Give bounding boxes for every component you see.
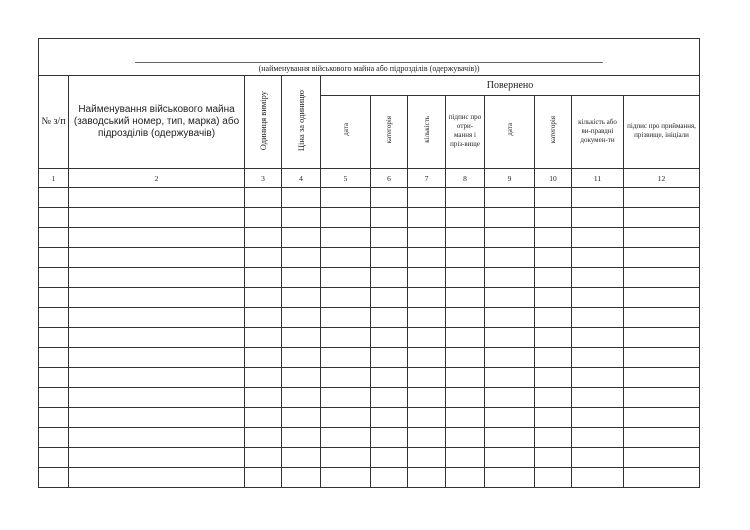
col-header-category-2: категорія	[535, 96, 572, 169]
blank-cell[interactable]	[624, 188, 700, 208]
blank-cell[interactable]	[535, 188, 572, 208]
blank-cell[interactable]	[408, 188, 446, 208]
blank-cell[interactable]	[485, 288, 535, 308]
blank-cell[interactable]	[39, 288, 69, 308]
blank-cell[interactable]	[282, 268, 321, 288]
blank-cell[interactable]	[69, 308, 245, 328]
table-row	[39, 468, 700, 488]
blank-cell[interactable]	[39, 188, 69, 208]
blank-cell[interactable]	[624, 388, 700, 408]
blank-cell[interactable]	[69, 428, 245, 448]
blank-cell[interactable]	[282, 408, 321, 428]
col-header-quantity: кількість	[408, 96, 446, 169]
blank-cell[interactable]	[624, 348, 700, 368]
blank-cell[interactable]	[446, 188, 485, 208]
blank-cell[interactable]	[69, 448, 245, 468]
blank-cell[interactable]	[535, 368, 572, 388]
form-header	[39, 39, 700, 76]
col-header-name: Найменування військового майна (заводський номер, тип, марка) або підрозділів (одержувачів)	[69, 76, 245, 169]
blank-cell[interactable]	[245, 448, 282, 468]
blank-cell[interactable]	[282, 348, 321, 368]
blank-cell[interactable]	[624, 448, 700, 468]
blank-cell[interactable]	[245, 368, 282, 388]
blank-cell[interactable]	[69, 408, 245, 428]
column-number: 3	[245, 169, 282, 188]
blank-cell[interactable]	[446, 468, 485, 488]
blank-cell[interactable]	[69, 248, 245, 268]
col-header-qty-docs: кількість або ви-правдні докумен-ти	[572, 96, 624, 169]
blank-cell[interactable]	[408, 468, 446, 488]
blank-cell[interactable]	[39, 368, 69, 388]
blank-cell[interactable]	[535, 468, 572, 488]
blank-cell[interactable]	[321, 408, 371, 428]
blank-cell[interactable]	[572, 348, 624, 368]
blank-cell[interactable]	[572, 328, 624, 348]
table-row	[39, 328, 700, 348]
blank-cell[interactable]	[69, 388, 245, 408]
blank-cell[interactable]	[371, 468, 408, 488]
blank-cell[interactable]	[321, 448, 371, 468]
blank-cell[interactable]	[624, 208, 700, 228]
col-header-date-2: дата	[485, 96, 535, 169]
blank-cell[interactable]	[446, 288, 485, 308]
blank-cell[interactable]	[485, 328, 535, 348]
blank-cell[interactable]	[408, 268, 446, 288]
blank-cell[interactable]	[408, 348, 446, 368]
blank-cell[interactable]	[282, 468, 321, 488]
blank-cell[interactable]	[535, 408, 572, 428]
blank-cell[interactable]	[245, 228, 282, 248]
blank-cell[interactable]	[39, 268, 69, 288]
blank-cell[interactable]	[624, 328, 700, 348]
table-row	[39, 448, 700, 468]
blank-cell[interactable]	[371, 248, 408, 268]
blank-cell[interactable]	[371, 188, 408, 208]
blank-cell[interactable]	[282, 428, 321, 448]
blank-cell[interactable]	[446, 448, 485, 468]
blank-cell[interactable]	[69, 228, 245, 248]
blank-cell[interactable]	[321, 308, 371, 328]
blank-cell[interactable]	[624, 268, 700, 288]
blank-cell[interactable]	[321, 228, 371, 248]
blank-cell[interactable]	[572, 468, 624, 488]
blank-cell[interactable]	[39, 228, 69, 248]
blank-cell[interactable]	[624, 288, 700, 308]
blank-cell[interactable]	[245, 428, 282, 448]
blank-cell[interactable]	[485, 368, 535, 388]
blank-cell[interactable]	[69, 468, 245, 488]
blank-cell[interactable]	[39, 468, 69, 488]
column-number: 10	[535, 169, 572, 188]
blank-cell[interactable]	[245, 348, 282, 368]
blank-cell[interactable]	[39, 408, 69, 428]
blank-cell[interactable]	[321, 388, 371, 408]
blank-cell[interactable]	[69, 368, 245, 388]
blank-cell[interactable]	[446, 208, 485, 228]
blank-cell[interactable]	[282, 248, 321, 268]
blank-cell[interactable]	[535, 248, 572, 268]
blank-cell[interactable]	[245, 248, 282, 268]
blank-cell[interactable]	[408, 388, 446, 408]
blank-cell[interactable]	[245, 188, 282, 208]
blank-cell[interactable]	[69, 288, 245, 308]
blank-cell[interactable]	[282, 308, 321, 328]
blank-cell[interactable]	[408, 448, 446, 468]
column-number: 11	[572, 169, 624, 188]
blank-cell[interactable]	[321, 468, 371, 488]
blank-cell[interactable]	[572, 248, 624, 268]
column-number: 4	[282, 169, 321, 188]
blank-cell[interactable]	[39, 428, 69, 448]
blank-cell[interactable]	[371, 228, 408, 248]
table-row	[39, 368, 700, 388]
blank-cell[interactable]	[485, 428, 535, 448]
table-row	[39, 388, 700, 408]
blank-cell[interactable]	[371, 388, 408, 408]
title-fill-line	[135, 62, 603, 63]
blank-cell[interactable]	[485, 308, 535, 328]
blank-cell[interactable]	[39, 308, 69, 328]
blank-cell[interactable]	[485, 248, 535, 268]
blank-cell[interactable]	[535, 328, 572, 348]
col-header-date: дата	[321, 96, 371, 169]
blank-cell[interactable]	[408, 408, 446, 428]
blank-cell[interactable]	[446, 368, 485, 388]
blank-cell[interactable]	[371, 208, 408, 228]
column-number: 5	[321, 169, 371, 188]
blank-cell[interactable]	[245, 208, 282, 228]
blank-cell[interactable]	[572, 368, 624, 388]
col-header-category: категорія	[371, 96, 408, 169]
blank-cell[interactable]	[39, 208, 69, 228]
blank-cell[interactable]	[535, 268, 572, 288]
blank-cell[interactable]	[39, 328, 69, 348]
blank-cell[interactable]	[572, 448, 624, 468]
blank-cell[interactable]	[408, 428, 446, 448]
blank-cell[interactable]	[408, 228, 446, 248]
table-row	[39, 208, 700, 228]
table-row	[39, 268, 700, 288]
blank-cell[interactable]	[446, 328, 485, 348]
blank-cell[interactable]	[321, 428, 371, 448]
blank-cell[interactable]	[446, 388, 485, 408]
blank-cell[interactable]	[485, 448, 535, 468]
blank-cell[interactable]	[321, 188, 371, 208]
blank-cell[interactable]	[624, 308, 700, 328]
blank-cell[interactable]	[408, 308, 446, 328]
title-caption: (найменування військового майна або підрозділів (одержувачів))	[258, 64, 480, 73]
column-number: 2	[69, 169, 245, 188]
column-number: 7	[408, 169, 446, 188]
blank-cell[interactable]	[245, 268, 282, 288]
blank-cell[interactable]	[535, 388, 572, 408]
table-row	[39, 308, 700, 328]
blank-cell[interactable]	[624, 468, 700, 488]
blank-cell[interactable]	[69, 348, 245, 368]
blank-cell[interactable]	[69, 188, 245, 208]
blank-cell[interactable]	[371, 268, 408, 288]
blank-cell[interactable]	[485, 208, 535, 228]
col-header-signature-received: підпис про отри-мання і пріз-вище	[446, 96, 485, 169]
blank-cell[interactable]	[321, 288, 371, 308]
blank-cell[interactable]	[485, 268, 535, 288]
blank-cell[interactable]	[245, 308, 282, 328]
col-header-price: Ціна за одиницю	[282, 76, 321, 169]
blank-cell[interactable]	[321, 348, 371, 368]
blank-cell[interactable]	[371, 328, 408, 348]
table-row	[39, 288, 700, 308]
blank-cell[interactable]	[39, 248, 69, 268]
blank-cell[interactable]	[39, 448, 69, 468]
col-header-returned: Повернено	[321, 76, 700, 96]
blank-cell[interactable]	[624, 428, 700, 448]
blank-cell[interactable]	[321, 328, 371, 348]
blank-cell[interactable]	[485, 348, 535, 368]
blank-cell[interactable]	[282, 368, 321, 388]
blank-cell[interactable]	[624, 228, 700, 248]
blank-cell[interactable]	[408, 248, 446, 268]
blank-cell[interactable]	[282, 228, 321, 248]
blank-cell[interactable]	[371, 368, 408, 388]
blank-cell[interactable]	[282, 288, 321, 308]
blank-cell[interactable]	[408, 328, 446, 348]
blank-cell[interactable]	[572, 408, 624, 428]
table-row	[39, 348, 700, 368]
blank-cell[interactable]	[535, 288, 572, 308]
table-row	[39, 228, 700, 248]
col-header-signature-accept: підпис про приймання, прізвище, ініціали	[624, 96, 700, 169]
blank-cell[interactable]	[282, 208, 321, 228]
blank-cell[interactable]	[282, 328, 321, 348]
blank-cell[interactable]	[535, 348, 572, 368]
blank-cell[interactable]	[535, 448, 572, 468]
blank-cell[interactable]	[446, 348, 485, 368]
blank-cell[interactable]	[39, 348, 69, 368]
column-number: 9	[485, 169, 535, 188]
blank-cell[interactable]	[485, 408, 535, 428]
blank-cell[interactable]	[282, 388, 321, 408]
column-number-row	[39, 169, 700, 188]
blank-cell[interactable]	[371, 428, 408, 448]
blank-cell[interactable]	[572, 288, 624, 308]
blank-cell[interactable]	[572, 188, 624, 208]
col-header-number: № з/п	[39, 76, 69, 169]
blank-cell[interactable]	[485, 468, 535, 488]
blank-cell[interactable]	[371, 348, 408, 368]
blank-cell[interactable]	[245, 468, 282, 488]
blank-cell[interactable]	[446, 408, 485, 428]
blank-cell[interactable]	[624, 248, 700, 268]
blank-cell[interactable]	[485, 388, 535, 408]
blank-cell[interactable]	[572, 428, 624, 448]
blank-cell[interactable]	[572, 308, 624, 328]
blank-cell[interactable]	[446, 248, 485, 268]
blank-cell[interactable]	[371, 448, 408, 468]
blank-cell[interactable]	[572, 268, 624, 288]
blank-cell[interactable]	[485, 228, 535, 248]
blank-cell[interactable]	[572, 208, 624, 228]
blank-cell[interactable]	[572, 388, 624, 408]
blank-cell[interactable]	[321, 208, 371, 228]
blank-cell[interactable]	[535, 228, 572, 248]
blank-cell[interactable]	[371, 288, 408, 308]
blank-cell[interactable]	[535, 208, 572, 228]
table-row	[39, 248, 700, 268]
table-row	[39, 428, 700, 448]
blank-cell[interactable]	[446, 228, 485, 248]
blank-cell[interactable]	[408, 208, 446, 228]
column-number: 12	[624, 169, 700, 188]
blank-cell[interactable]	[282, 448, 321, 468]
blank-cell[interactable]	[446, 308, 485, 328]
blank-cell[interactable]	[485, 188, 535, 208]
blank-cell[interactable]	[282, 188, 321, 208]
blank-cell[interactable]	[624, 408, 700, 428]
table-row	[39, 188, 700, 208]
blank-cell[interactable]	[245, 408, 282, 428]
blank-cell[interactable]	[69, 268, 245, 288]
column-number: 1	[39, 169, 69, 188]
col-header-unit: Одиниця виміру	[245, 76, 282, 169]
blank-cell[interactable]	[321, 368, 371, 388]
blank-cell[interactable]	[408, 288, 446, 308]
blank-cell[interactable]	[69, 328, 245, 348]
blank-cell[interactable]	[321, 268, 371, 288]
blank-cell[interactable]	[446, 428, 485, 448]
blank-cell[interactable]	[624, 368, 700, 388]
column-number: 6	[371, 169, 408, 188]
blank-cell[interactable]	[321, 248, 371, 268]
blank-cell[interactable]	[69, 208, 245, 228]
blank-cell[interactable]	[446, 268, 485, 288]
blank-cell[interactable]	[535, 428, 572, 448]
property-register-table	[38, 38, 700, 488]
blank-cell[interactable]	[408, 368, 446, 388]
blank-cell[interactable]	[245, 388, 282, 408]
blank-cell[interactable]	[39, 388, 69, 408]
blank-cell[interactable]	[371, 408, 408, 428]
blank-cell[interactable]	[371, 308, 408, 328]
blank-cell[interactable]	[572, 228, 624, 248]
table-row	[39, 408, 700, 428]
column-number: 8	[446, 169, 485, 188]
blank-cell[interactable]	[245, 288, 282, 308]
blank-cell[interactable]	[535, 308, 572, 328]
blank-cell[interactable]	[245, 328, 282, 348]
